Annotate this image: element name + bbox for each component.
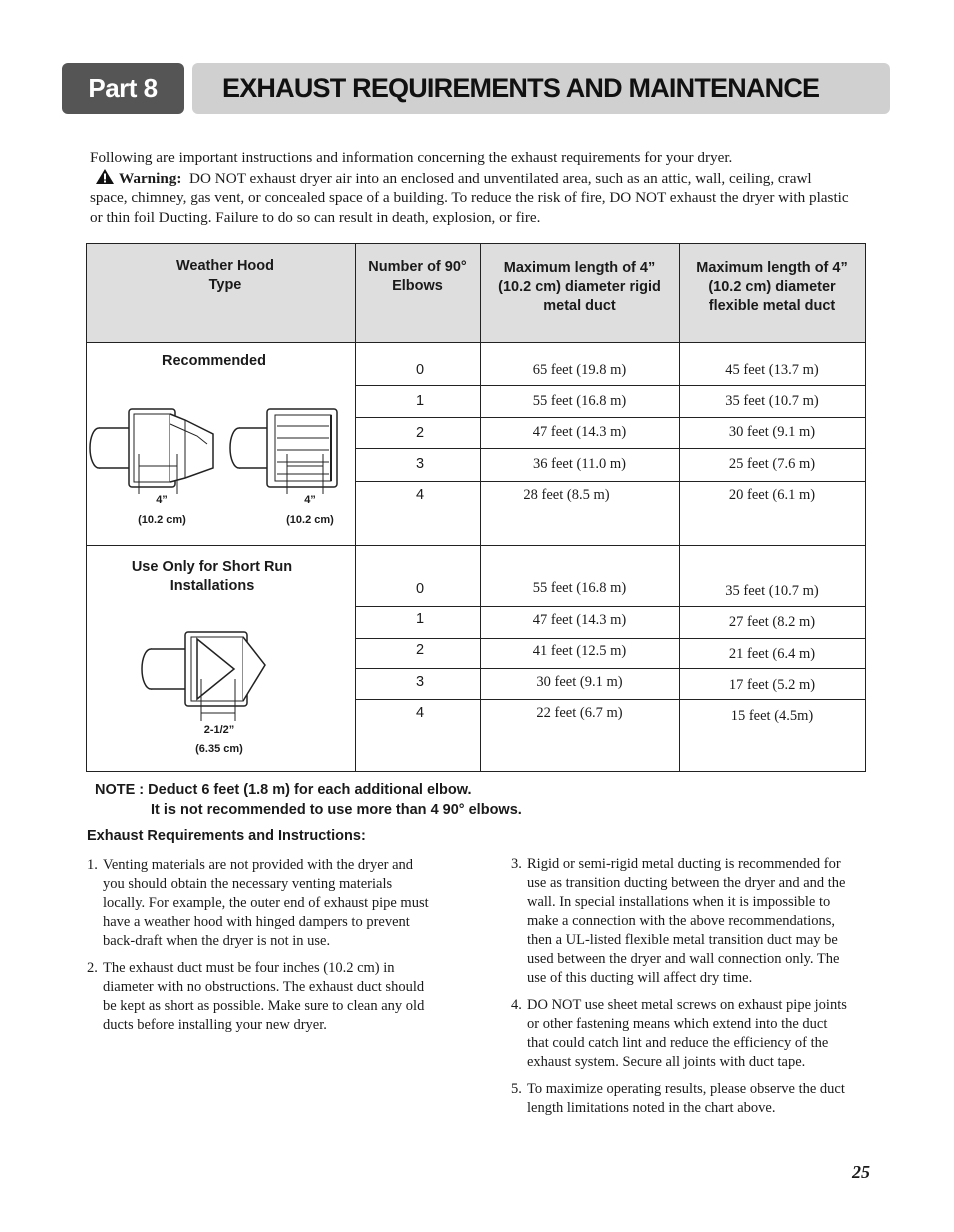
rigid-length: 55 feet (16.8 m) (532, 580, 627, 596)
header-flexible-duct: Maximum length of 4” (10.2 cm) diameter flexible metal duct (696, 260, 848, 314)
warning-label: Warning: (119, 169, 182, 187)
header-rigid-duct: Maximum length of 4” (10.2 cm) diameter rigid metal duct (498, 260, 661, 314)
part-tab: Part 8 (62, 63, 184, 114)
elbow-count: 0 (415, 362, 425, 378)
elbow-count: 1 (415, 611, 425, 627)
rigid-length: 65 feet (19.8 m) (532, 362, 627, 378)
section-title: Exhaust Requirements and Instructions: (87, 828, 366, 844)
list-item: 2. The exhaust duct must be four inches (10.2 cm) in diameter with no obstructions. The exhaust duct should be kept as short as possible. Make sure to clean any old ducts before installing your new dryer. (87, 960, 425, 1033)
louvered-hood-illustration (87, 404, 227, 499)
dimension-metric: (6.35 cm) (195, 743, 243, 755)
warning-text: DO NOT exhaust dryer air into an enclosed and unventilated area, such as an attic, wall, ceiling, crawl space, chimney, gas vent, or concealed space of a building. To reduce the risk of fire, DO NOT exhaust the dryer with plastic or thin foil Ducting. Failure to do so can result in death, explosion, or fire. (90, 169, 849, 226)
list-item: 3. Rigid or semi-rigid metal ducting is recommended for use as transition ducting between the dryer and and the wall. In special installations when it is impossible to make a connection with the above recommendations, then a UL-listed flexible metal transition duct may be used between the dryer and wall connection only. The use of this ducting will affect dry time. (511, 856, 846, 986)
rigid-length: 22 feet (6.7 m) (536, 705, 623, 721)
rigid-length: 36 feet (11.0 m) (533, 456, 626, 472)
dimension-metric: (10.2 cm) (138, 514, 186, 526)
header-weather-hood: Weather Hood Type (175, 258, 275, 293)
rigid-length: 30 feet (9.1 m) (536, 674, 623, 690)
list-item: 5. To maximize operating results, please observe the duct length limitations noted in the chart above. (511, 1081, 845, 1116)
flexible-length: 20 feet (6.1 m) (728, 487, 816, 503)
flexible-length: 30 feet (9.1 m) (728, 424, 816, 440)
flexible-length: 35 feet (10.7 m) (725, 393, 819, 409)
instructions-left-column (87, 856, 437, 1043)
list-item: 4. DO NOT use sheet metal screws on exhaust pipe joints or other fastening means which extend into the duct that could catch lint and reduce the efficiency of the exhaust system. Secure all joints with duct tape. (511, 997, 847, 1070)
page-number: 25 (852, 1162, 870, 1182)
instructions-right-column (511, 855, 851, 1126)
intro-paragraph (90, 148, 850, 227)
rigid-length: 41 feet (12.5 m) (532, 643, 627, 659)
elbow-count: 4 (415, 705, 425, 721)
list-item: 1. Venting materials are not provided with the dryer and you should obtain the necessary venting materials locally. For example, the outer end of exhaust pipe must have a weather hood with hinged dampers to prevent back-draft when the dryer is not in use. (87, 857, 429, 949)
warning-icon (95, 168, 115, 185)
duct-length-table (86, 243, 866, 772)
elbow-count: 3 (415, 674, 425, 690)
flexible-length: 35 feet (10.7 m) (725, 583, 819, 599)
flexible-length: 21 feet (6.4 m) (728, 646, 816, 662)
angled-hood-illustration (139, 629, 279, 724)
intro-line: Following are important instructions and information concerning the exhaust requirements for your dryer. (90, 149, 733, 166)
flexible-length: 17 feet (5.2 m) (728, 677, 816, 693)
dimension-metric: (10.2 cm) (286, 514, 334, 526)
dimension-label: 2-1/2” (203, 724, 235, 736)
elbow-count: 2 (415, 642, 425, 658)
flexible-length: 27 feet (8.2 m) (728, 614, 816, 630)
flexible-length: 45 feet (13.7 m) (725, 362, 819, 378)
page-title: EXHAUST REQUIREMENTS AND MAINTENANCE (192, 63, 890, 114)
elbow-count: 2 (415, 425, 425, 441)
rigid-length: 47 feet (14.3 m) (532, 612, 627, 628)
table-note: NOTE : Deduct 6 feet (1.8 m) for each additional elbow. It is not recommended to use more than 4 90° elbows. (95, 782, 522, 818)
dimension-label: 4” (156, 494, 168, 506)
rigid-length: 55 feet (16.8 m) (532, 393, 627, 409)
elbow-count: 0 (415, 581, 425, 597)
elbow-count: 1 (415, 393, 425, 409)
elbow-count: 4 (415, 487, 425, 503)
flexible-length: 25 feet (7.6 m) (728, 456, 816, 472)
rigid-length: 28 feet (8.5 m) (523, 487, 610, 503)
group-label-short-run: Use Only for Short Run Installations (131, 559, 293, 594)
elbow-count: 3 (415, 456, 425, 472)
box-hood-illustration (227, 404, 367, 499)
dimension-label: 4” (304, 494, 316, 506)
rigid-length: 47 feet (14.3 m) (532, 424, 627, 440)
group-label-recommended: Recommended (162, 353, 266, 369)
header-elbows: Number of 90° Elbows (368, 259, 467, 294)
flexible-length: 15 feet (4.5m) (730, 708, 814, 724)
